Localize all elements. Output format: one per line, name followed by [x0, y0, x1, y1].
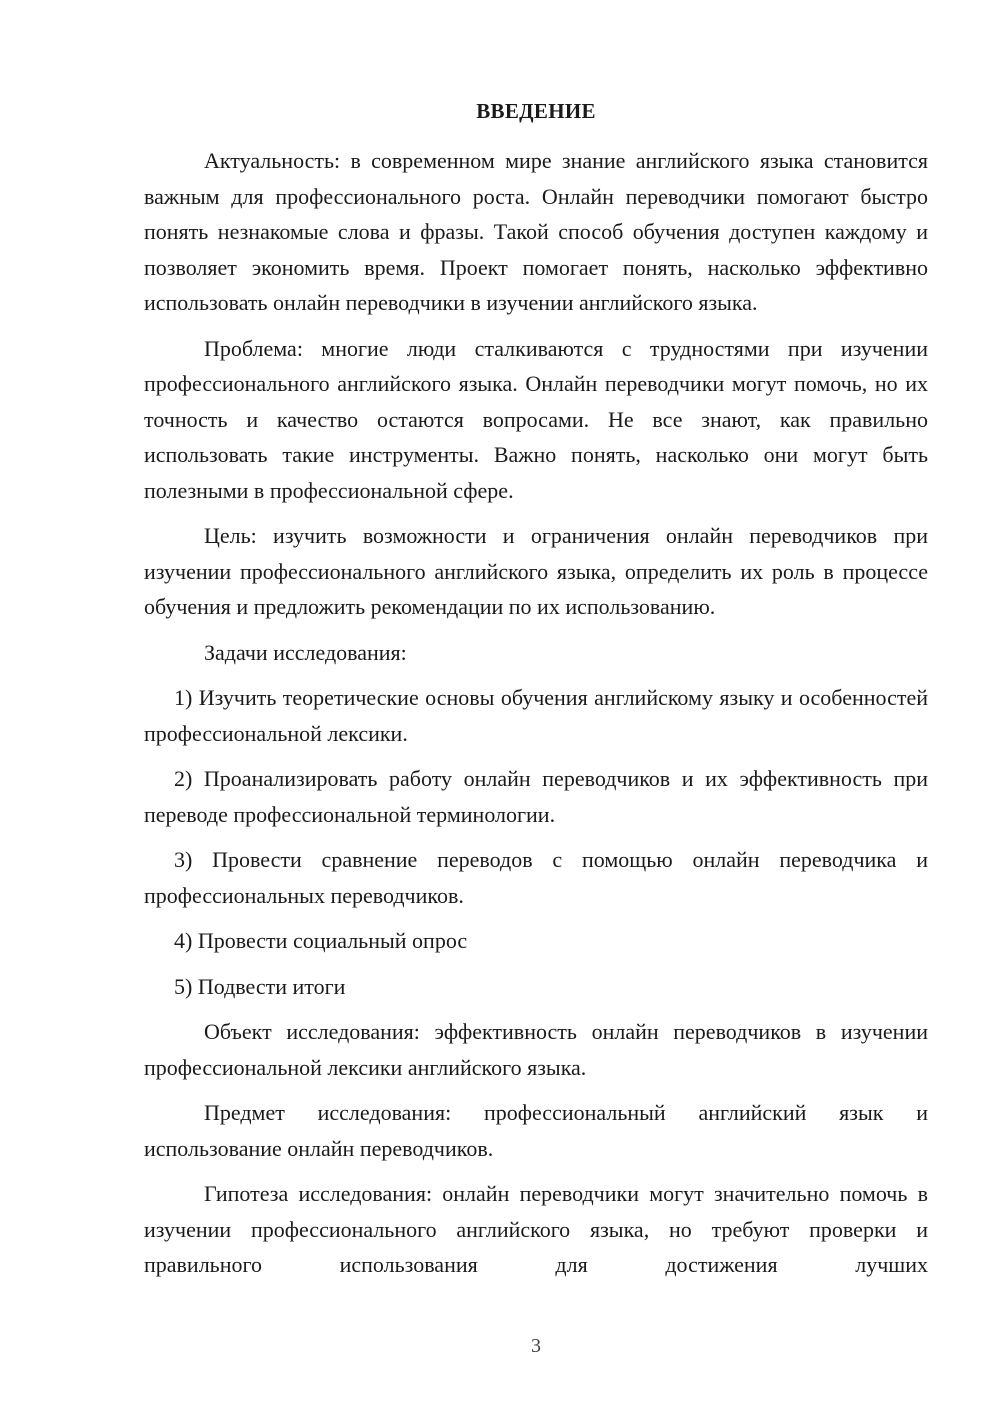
task-item-2: 2) Проанализировать работу онлайн переводчиков и их эффективность при переводе профессиональной терминологии.: [144, 766, 928, 827]
paragraph-subject: Предмет исследования: профессиональный английский язык и использование онлайн переводчиков.: [144, 1100, 928, 1161]
task-item-4: 4) Провести социальный опрос: [174, 928, 468, 953]
paragraph-goal: Цель: изучить возможности и ограничения онлайн переводчиков при изучении профессионального английского языка, определить их роль в процессе обучения и предложить рекомендации по их использованию.: [144, 523, 928, 619]
document-page: [144, 0, 928, 1414]
document-body: [144, 143, 928, 1293]
page-number: 3: [531, 1335, 541, 1357]
paragraph-problem: Проблема: многие люди сталкиваются с трудностями при изучении профессионального английского языка. Онлайн переводчики могут помочь, но их точность и качество остаются вопросами. Не все знают, как правильно использовать такие инструменты. Важно понять, насколько они могут быть полезными в профессиональной сфере.: [144, 335, 928, 503]
task-item-3: 3) Провести сравнение переводов с помощью онлайн переводчика и профессиональных переводчиков.: [144, 847, 928, 908]
tasks-heading: Задачи исследования:: [204, 639, 407, 665]
task-item-1: 1) Изучить теоретические основы обучения английскому языку и особенностей профессиональной лексики.: [144, 685, 928, 746]
page-title: ВВЕДЕНИЕ: [476, 99, 596, 123]
task-item-5: 5) Подвести итоги: [174, 973, 346, 999]
paragraph-relevance: Актуальность: в современном мире знание английского языка становится важным для профессионального роста. Онлайн переводчики помогают быстро понять незнакомые слова и фразы. Такой способ обучения доступен каждому и позволяет экономить время. Проект помогает понять, насколько эффективно использовать онлайн переводчики в изучении английского языка.: [144, 148, 928, 315]
paragraph-hypothesis: Гипотеза исследования: онлайн переводчики могут значительно помочь в изучении профессионального английского языка, но требуют проверки и правильного использования для достижения лучших: [144, 1181, 928, 1277]
paragraph-object: Объект исследования: эффективность онлайн переводчиков в изучении профессиональной лексики английского языка.: [144, 1019, 928, 1080]
